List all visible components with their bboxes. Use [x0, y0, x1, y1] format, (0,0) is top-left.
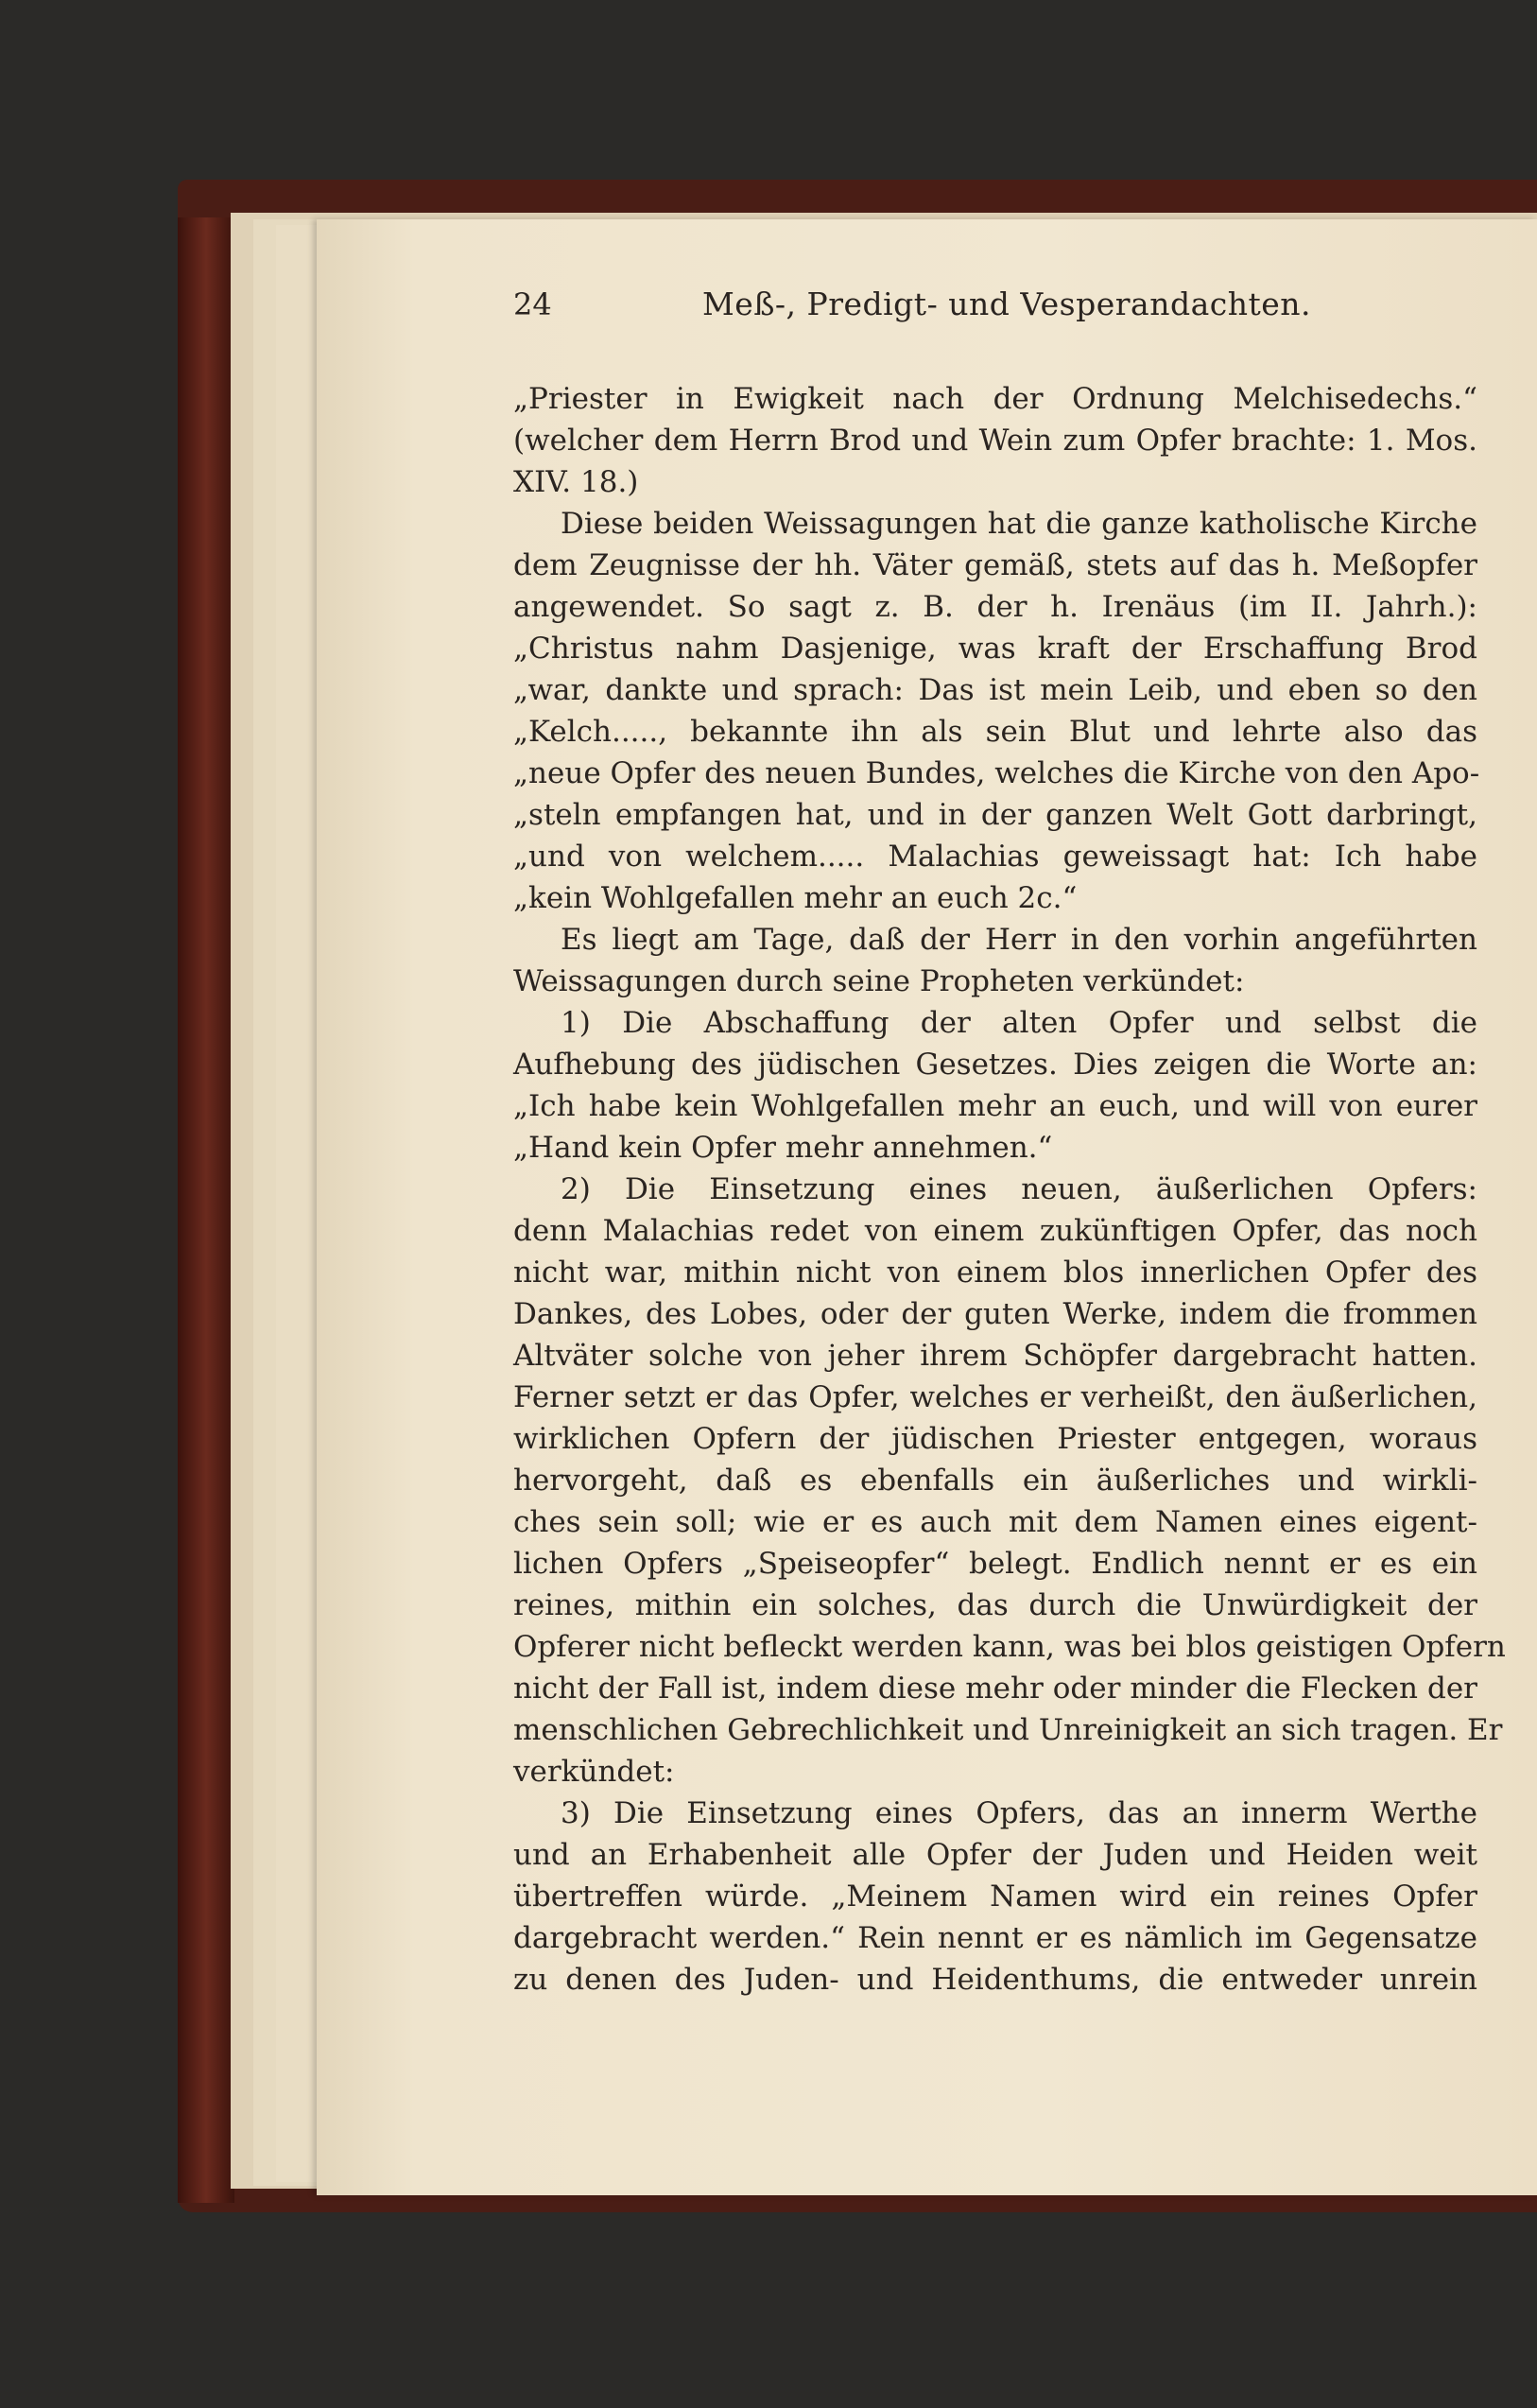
text-line: lichen Opfers „Speiseopfer“ belegt. Endlich nennt er es ein	[513, 1547, 1477, 1581]
text-line: (welcher dem Herrn Brod und Wein zum Opfer brachte: 1. Mos.	[513, 424, 1477, 458]
running-title: Meß-, Predigt- und Vesperandachten.	[702, 286, 1312, 322]
text-line: denn Malachias redet von einem zukünftigen Opfer, das noch	[513, 1214, 1477, 1248]
text-line: 3) Die Einsetzung eines Opfers, das an innerm Werthe	[561, 1796, 1477, 1830]
text-line: dargebracht werden.“ Rein nennt er es nämlich im Gegensatze	[513, 1921, 1477, 1955]
text-line: hervorgeht, daß es ebenfalls ein äußerliches und wirkli-	[513, 1464, 1477, 1498]
text-line: und an Erhabenheit alle Opfer der Juden und Heiden weit	[513, 1838, 1477, 1872]
text-line: Altväter solche von jeher ihrem Schöpfer dargebracht hatten.	[513, 1339, 1477, 1373]
text-line: „kein Wohlgefallen mehr an euch 2c.“	[513, 881, 1078, 915]
text-line: „und von welchem..... Malachias geweissagt hat: Ich habe	[513, 840, 1477, 874]
text-line: Opferer nicht befleckt werden kann, was bei blos geistigen Opfern	[513, 1630, 1506, 1664]
text-line: nicht war, mithin nicht von einem blos innerlichen Opfer des	[513, 1256, 1477, 1290]
text-line: „neue Opfer des neuen Bundes, welches die Kirche von den Apo-	[513, 756, 1480, 790]
text-line: menschlichen Gebrechlichkeit und Unreinigkeit an sich tragen. Er	[513, 1713, 1503, 1747]
book-spine	[178, 217, 234, 2203]
text-line: reines, mithin ein solches, das durch die Unwürdigkeit der	[513, 1588, 1477, 1622]
text-line: Diese beiden Weissagungen hat die ganze katholische Kirche	[561, 507, 1477, 541]
text-line: wirklichen Opfern der jüdischen Priester entgegen, woraus	[513, 1422, 1477, 1456]
text-line: XIV. 18.)	[513, 465, 639, 499]
running-header	[513, 284, 1477, 337]
text-line: Ferner setzt er das Opfer, welches er verheißt, den äußerlichen,	[513, 1380, 1477, 1414]
text-line: angewendet. So sagt z. B. der h. Irenäus (im II. Jahrh.):	[513, 590, 1477, 624]
text-line: Es liegt am Tage, daß der Herr in den vorhin angeführten	[561, 923, 1477, 957]
text-line: ches sein soll; wie er es auch mit dem Namen eines eigent-	[513, 1505, 1477, 1539]
text-line: Weissagungen durch seine Propheten verkündet:	[513, 964, 1245, 998]
text-line: „Ich habe kein Wohlgefallen mehr an euch, und will von eurer	[513, 1089, 1477, 1123]
text-line: „Christus nahm Dasjenige, was kraft der Erschaffung Brod	[513, 632, 1477, 666]
text-line: verkündet:	[513, 1755, 675, 1789]
text-line: „Hand kein Opfer mehr annehmen.“	[513, 1131, 1053, 1165]
text-line: nicht der Fall ist, indem diese mehr oder minder die Flecken der	[513, 1672, 1477, 1706]
text-line: Dankes, des Lobes, oder der guten Werke, indem die frommen	[513, 1297, 1477, 1331]
text-line: „Priester in Ewigkeit nach der Ordnung Melchisedechs.“	[513, 382, 1477, 416]
text-line: Aufhebung des jüdischen Gesetzes. Dies zeigen die Worte an:	[513, 1048, 1477, 1082]
text-line: 1) Die Abschaffung der alten Opfer und selbst die	[561, 1006, 1477, 1040]
body-text	[513, 378, 1506, 2001]
text-line: dem Zeugnisse der hh. Väter gemäß, stets auf das h. Meßopfer	[513, 548, 1477, 582]
text-line: „war, dankte und sprach: Das ist mein Leib, und eben so den	[513, 673, 1477, 707]
text-line: „Kelch....., bekannte ihn als sein Blut und lehrte also das	[513, 715, 1477, 749]
page-text	[513, 284, 1506, 2001]
page-number: 24	[513, 286, 552, 322]
text-line: übertreffen würde. „Meinem Namen wird ein reines Opfer	[513, 1880, 1477, 1914]
text-line: „steln empfangen hat, und in der ganzen Welt Gott darbringt,	[513, 798, 1477, 832]
text-line: 2) Die Einsetzung eines neuen, äußerlichen Opfers:	[561, 1172, 1477, 1206]
text-line: zu denen des Juden- und Heidenthums, die entweder unrein	[513, 1963, 1477, 1997]
